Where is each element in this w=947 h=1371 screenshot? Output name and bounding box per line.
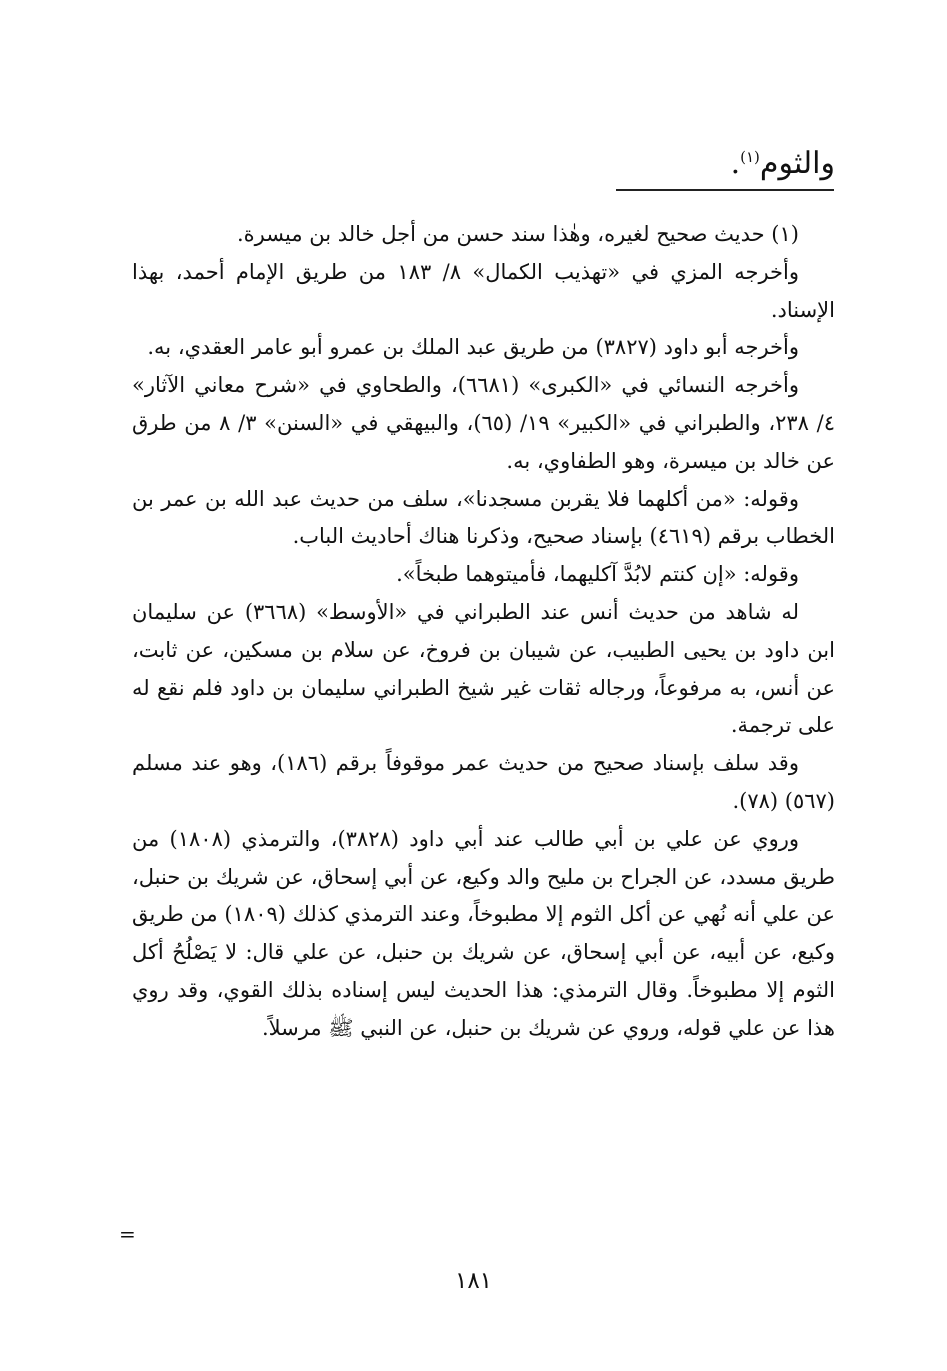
footnote-paragraph: (١) حديث صحيح لغيره، وهٰذا سند حسن من أجل خالد بن ميسرة. bbox=[237, 222, 799, 246]
footnote-paragraph: وروي عن علي بن أبي طالب عند أبي داود (٣٨٢٨)، والترمذي (١٨٠٨) من طريق مسدد، عن الجراح بن مليح والد وكيع، عن أبي إسحاق، عن شريك بن حنبل، عن علي أنه نُهي عن أكل الثوم إلا مطبوخاً، وعند الترمذي كذلك (١٨٠٩) من طريق وكيع، عن أبيه، عن أبي إسحاق، عن شريك بن حنبل، عن علي قال: لا يَصْلُحُ أكل الثوم إلا مطبوخاً. وقال الترمذي: هذا الحديث ليس إسناده بذلك القوي، وقد روي هذا عن علي قوله، وروي عن شريك بن حنبل، عن النبي ﷺ مرسلاً. bbox=[132, 826, 835, 1040]
main-text-end: . bbox=[730, 146, 741, 181]
footnote-separator-rule bbox=[616, 189, 834, 191]
footnote-paragraph: وقد سلف بإسناد صحيح من حديث عمر موقوفاً برقم (١٨٦)، وهو عند مسلم (٥٦٧) (٧٨). bbox=[132, 751, 835, 813]
footnote-paragraph: وأخرجه أبو داود (٣٨٢٧) من طريق عبد الملك بن عمرو أبو عامر العقدي، به. bbox=[147, 335, 799, 360]
footnotes-section bbox=[132, 216, 835, 1048]
footnote-reference: (١) bbox=[740, 148, 760, 166]
footnote-paragraph: وأخرجه النسائي في «الكبرى» (٦٦٨١)، والطحاوي في «شرح معاني الآثار» ٤/ ٢٣٨، والطبراني في «الكبير» ١٩/ (٦٥)، والبيهقي في «السنن» ٣/ ٨ من طرق عن خالد بن ميسرة، وهو الطفاوي، به. bbox=[132, 373, 835, 473]
footnote-paragraph: له شاهد من حديث أنس عند الطبراني في «الأوسط» (٣٦٦٨) عن سليمان ابن داود بن يحيى الطبيب، عن شيبان بن فروخ، عن سلام بن مسكين، عن ثابت، عن أنس، به مرفوعاً، ورجاله ثقات غير شيخ الطبراني سليمان بن داود فلم نقع له على ترجمة. bbox=[132, 599, 835, 738]
main-text: والثوم bbox=[759, 146, 835, 181]
footnote-paragraph: وقوله: «من أكلهما فلا يقربن مسجدنا»، سلف من حديث عبد الله بن عمر بن الخطاب برقم (٤٦١٩) بإسناد صحيح، وذكرنا هناك أحاديث الباب. bbox=[132, 486, 835, 549]
footnote-paragraph: وقوله: «إن كنتم لابُدَّ آكليهما، فأميتوهما طبخاً». bbox=[396, 562, 799, 587]
main-text-line bbox=[235, 128, 835, 193]
footnote-paragraph: وأخرجه المزي في «تهذيب الكمال» ٨/ ١٨٣ من طريق الإمام أحمد، بهذا الإسناد. bbox=[132, 259, 835, 322]
page-number: ١٨١ bbox=[454, 1268, 493, 1294]
continuation-mark: = bbox=[119, 1222, 136, 1246]
